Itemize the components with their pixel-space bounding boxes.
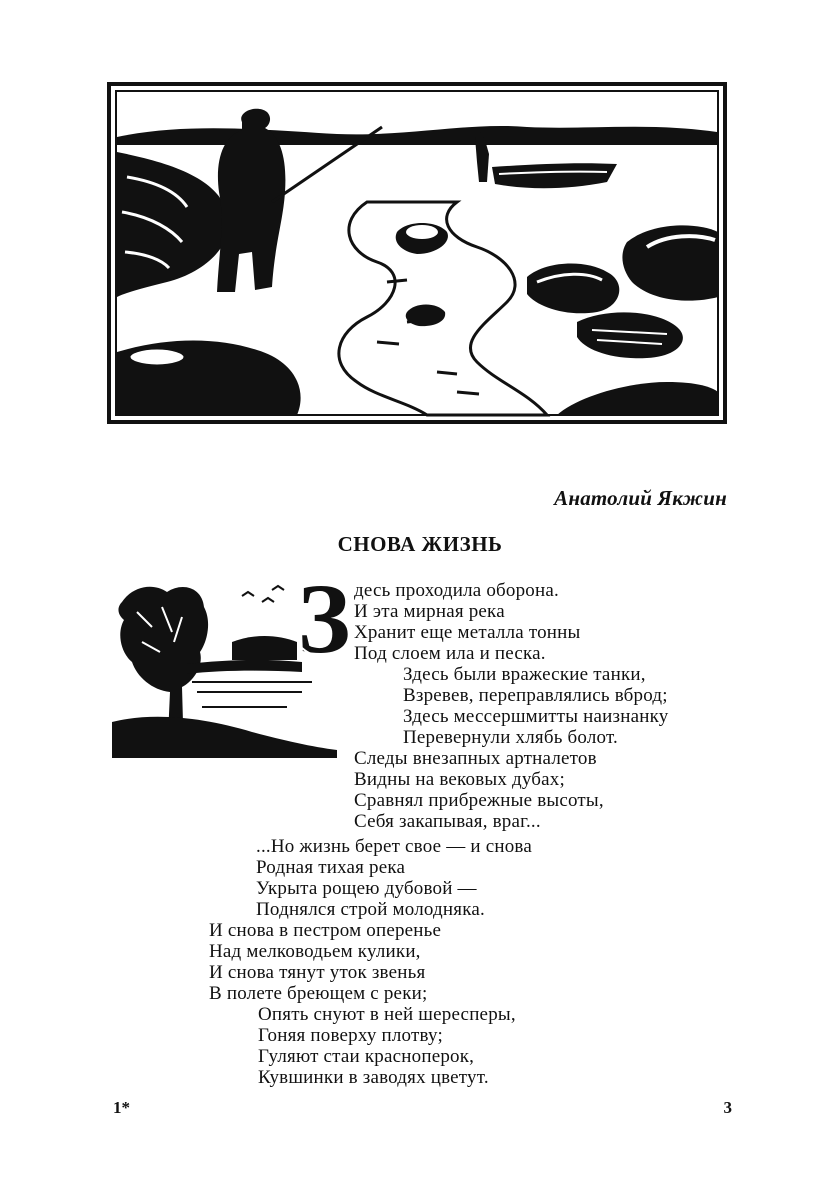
- poem-title: СНОВА ЖИЗНЬ: [337, 532, 503, 556]
- poem-line: И эта мирная река: [354, 601, 505, 622]
- poem-line: В полете бреющем с реки;: [209, 983, 428, 1004]
- poem-line: Себя закапывая, враг...: [354, 811, 541, 832]
- poem-line: И снова тянут уток звенья: [209, 962, 426, 983]
- poem-line: Сравнял прибрежные высоты,: [354, 790, 604, 811]
- poem-line: Хранит еще металла тонны: [354, 622, 581, 643]
- poem-line: Следы внезапных артналетов: [354, 748, 597, 769]
- poem-line: И снова в пестром опереньe: [209, 920, 442, 941]
- poem-line: Под слоем ила и песка.: [354, 643, 546, 664]
- poem-line: Здесь мессершмитты наизнанку: [403, 706, 669, 727]
- poem-line: Здесь были вражеские танки,: [403, 664, 646, 685]
- poem-line: ...Но жизнь берет свое — и снова: [256, 836, 532, 857]
- poem-line: Опять снуют в ней шересперы,: [258, 1004, 516, 1025]
- poem-line: Родная тихая река: [256, 857, 406, 878]
- poem-line: Поднялся строй молодняка.: [256, 899, 485, 920]
- page-number: 3: [723, 1098, 732, 1117]
- poem-line: Гуляют стаи красноперок,: [258, 1046, 475, 1067]
- poem-line: Взревев, переправлялись вброд;: [403, 685, 668, 706]
- author-name: Анатолий Якжин: [554, 486, 727, 510]
- poem-line: Укрыта рощею дубовой —: [256, 878, 477, 899]
- poem-line: Кувшинки в заводях цветут.: [258, 1067, 489, 1088]
- signature-mark: 1*: [113, 1098, 130, 1117]
- poem-line: Видны на вековых дубах;: [354, 769, 565, 790]
- drop-cap-text: З: [297, 570, 351, 666]
- woodcut-illustration: [107, 82, 727, 424]
- poem-line: десь проходила оборона.: [354, 580, 559, 601]
- drop-cap-letter: [296, 570, 352, 666]
- poem-line: Перевернули хлябь болот.: [403, 727, 618, 748]
- poem-line: Над мелководьем кулики,: [209, 941, 421, 962]
- poem-line: Гоняя поверху плотву;: [258, 1025, 443, 1046]
